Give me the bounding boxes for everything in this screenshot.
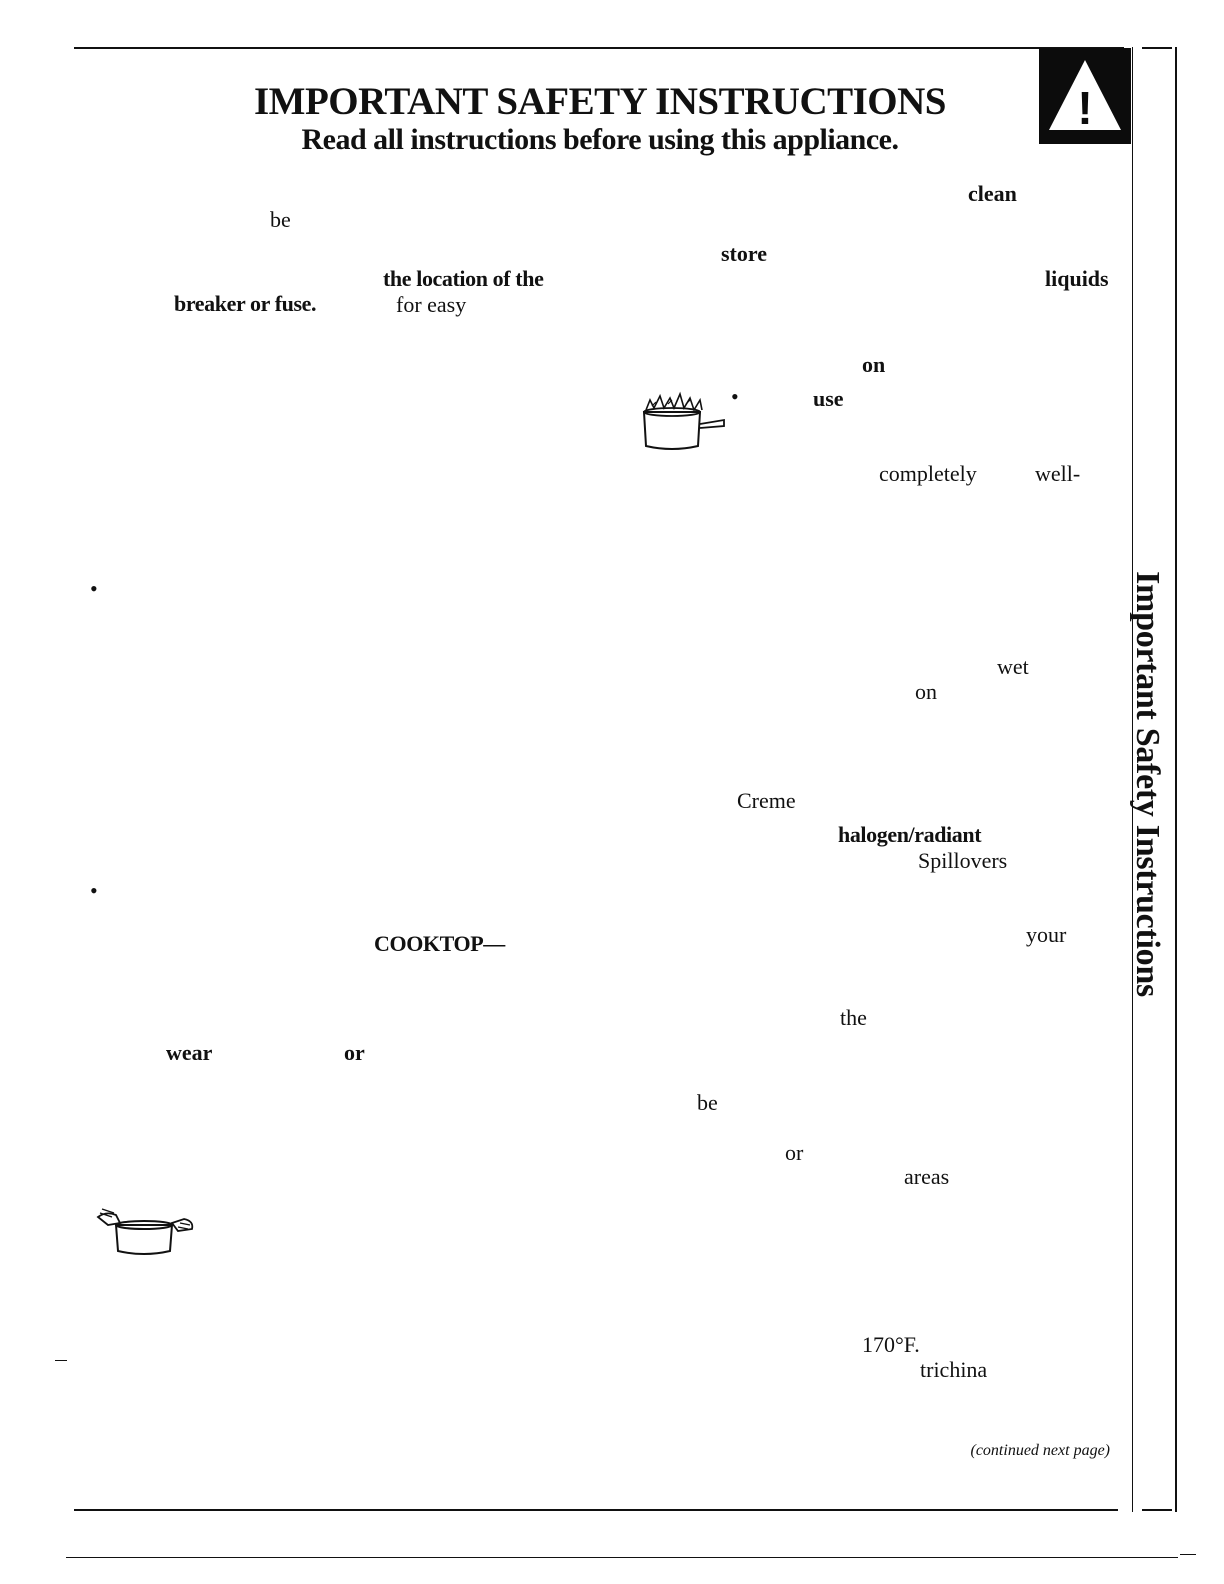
text-fragment-halogen: halogen/radiant [838,822,982,847]
warning-glyph: ! [1077,82,1093,134]
text-fragment-on: on [915,679,937,704]
page-subtitle: Read all instructions before using this appliance. [301,123,899,156]
warning-triangle-icon [1039,48,1131,144]
continued-note: (continued next page) [970,1442,1110,1459]
boiling-pot-icon [638,390,728,452]
margin-tick-left [55,1360,67,1361]
text-fragment-well: well- [1035,461,1081,486]
text-fragment-areas: areas [904,1164,950,1189]
text-fragment-completely: completely [879,461,977,486]
text-fragment-cooktop: COOKTOP— [374,931,505,956]
text-fragment-be: be [697,1090,718,1115]
text-fragment-use: use [813,386,844,411]
text-fragment-wear: wear [166,1040,213,1065]
top-rule [74,47,1124,49]
bottom-rule [74,1509,1118,1511]
text-fragment-your: your [1026,922,1067,947]
bullet-dot: • [731,384,739,409]
warning-box [1039,48,1131,144]
right-edge-line [1175,47,1177,1512]
text-fragment-on: on [862,352,886,377]
text-fragment-be: be [270,207,291,232]
text-fragment-spillovers: Spillovers [918,848,1008,873]
pot-with-potholders-icon [94,1203,198,1259]
text-fragment-trichina: trichina [920,1357,988,1382]
bullet-dot: • [90,576,98,601]
text-fragment-clean: clean [968,181,1017,206]
text-fragment-the: the [840,1005,867,1030]
bullet-dot: • [90,878,98,903]
text-fragment-for-easy: for easy [396,292,467,317]
text-fragment-liquids: liquids [1045,266,1109,291]
text-fragment-temperature: 170°F. [862,1332,920,1357]
text-fragment-breaker: breaker or fuse. [174,291,317,316]
text-fragment-wet: wet [997,654,1029,679]
text-fragment-or: or [785,1140,804,1165]
section-tab [1122,544,1172,1024]
page-bottom-rule [66,1557,1178,1558]
top-rule-right [1142,47,1172,49]
margin-tick-right [1180,1554,1196,1555]
section-tab-label: Important Safety Instructions [1129,571,1166,997]
text-fragment-store: store [721,241,768,266]
bottom-rule-right [1142,1509,1172,1511]
text-fragment-or: or [344,1040,365,1065]
page-title: IMPORTANT SAFETY INSTRUCTIONS [253,80,947,123]
text-fragment-creme: Creme [737,788,796,813]
text-fragment-location: the location of the [383,266,544,291]
